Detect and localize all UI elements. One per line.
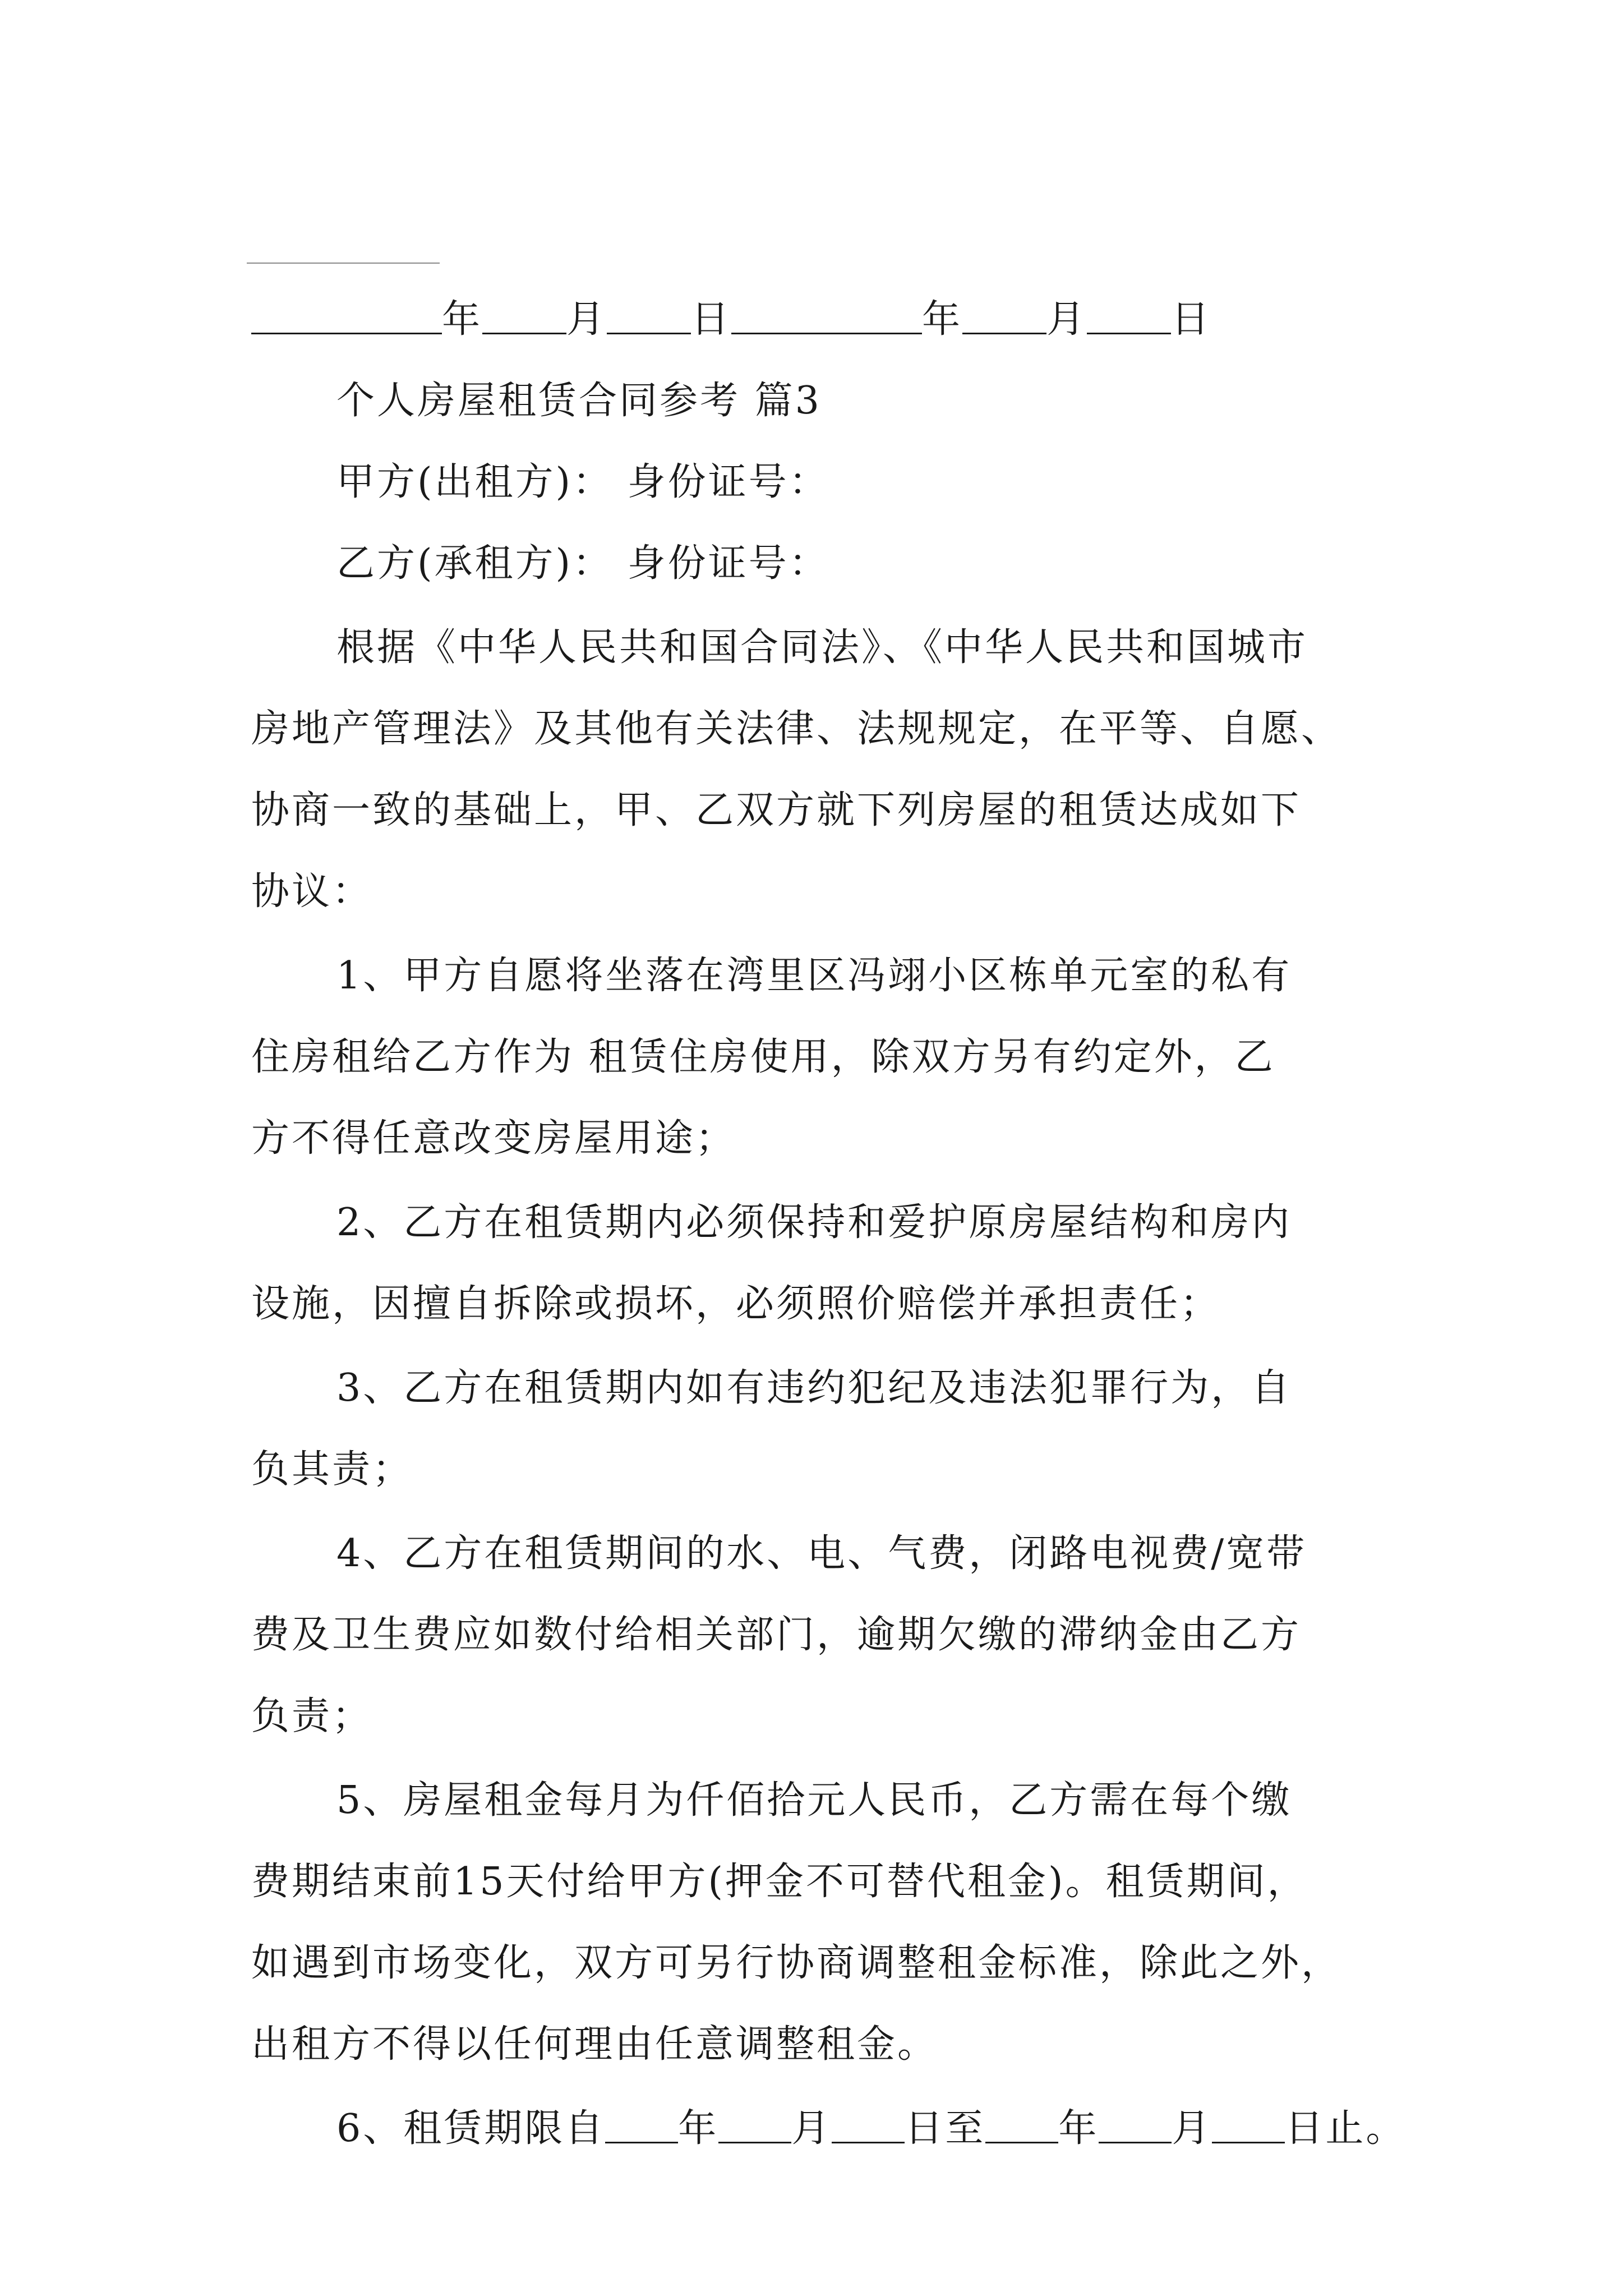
year-label: 年 [1058,2106,1099,2151]
clause-5-line: 5、房屋租金每月为仟佰拾元人民币，乙方需在每个缴 [336,1778,1292,1823]
blank-field[interactable] [962,299,1046,334]
clause-4-line: 4、乙方在租赁期间的水、电、气费，闭路电视费/宽带 [336,1531,1307,1576]
clause-4-line: 费及卫生费应如数付给相关部门，逾期欠缴的滞纳金由乙方 [251,1613,1302,1657]
blank-field[interactable] [1212,2108,1285,2143]
clause-1-line: 住房租给乙方作为 租赁住房使用，除双方另有约定外，乙 [251,1035,1275,1079]
blank-field[interactable] [251,299,442,334]
clause-5-line: 费期结束前15天付给甲方(押金不可替代租金)。租赁期间， [251,1860,1308,1904]
month-label: 月 [791,2106,832,2151]
day-label: 日 [691,297,732,342]
blank-field[interactable] [607,299,691,334]
year-label: 年 [678,2106,719,2151]
clause-1-line: 1、甲方自愿将坐落在湾里区冯翊小区栋单元室的私有 [336,954,1292,998]
clause-2-line: 2、乙方在租赁期内必须保持和爱护原房屋结构和房内 [336,1200,1292,1245]
clause-6-end: 日止。 [1285,2106,1407,2151]
blank-field[interactable] [1099,2108,1172,2143]
blank-field[interactable] [985,2108,1058,2143]
clause-5-line: 出租方不得以任何理由任意调整租金。 [251,2022,938,2067]
month-label: 月 [1046,297,1087,342]
day-label: 日 [1171,297,1212,342]
blank-field[interactable] [731,299,922,334]
clause-5-line: 如遇到市场变化，双方可另行协商调整租金标准，除此之外， [251,1941,1342,1985]
blank-field[interactable] [605,2108,678,2143]
clause-1-line: 方不得任意改变房屋用途； [251,1116,736,1161]
clause-3-line: 负其责； [251,1447,413,1492]
clause-6-line [336,2081,1475,2177]
intro-line: 协议： [251,869,373,914]
day-to-label: 日至 [905,2106,986,2151]
party-a-line: 甲方(出租方)： 身份证号： [336,460,829,504]
blank-field[interactable] [718,2108,791,2143]
clause-3-line: 3、乙方在租赁期内如有违约犯纪及违法犯罪行为，自 [336,1366,1292,1410]
clause-6-prefix: 6、租赁期限自 [336,2106,606,2151]
month-label: 月 [1172,2106,1212,2151]
month-label: 月 [566,297,607,342]
party-b-line: 乙方(承租方)： 身份证号： [336,541,829,586]
blank-field[interactable] [832,2108,905,2143]
blank-field[interactable] [482,299,566,334]
intro-line: 协商一致的基础上，甲、乙双方就下列房屋的租赁达成如下 [251,788,1302,832]
clause-4-line: 负责； [251,1694,373,1738]
intro-line: 根据《中华人民共和国合同法》、《中华人民共和国城市 [336,625,1308,670]
intro-line: 房地产管理法》及其他有关法律、法规规定，在平等、自愿、 [251,707,1342,751]
blank-field[interactable] [1087,299,1171,334]
contract-title: 个人房屋租赁合同参考 篇3 [336,379,822,423]
year-label: 年 [442,297,483,342]
top-divider-line [247,263,440,264]
clause-2-line: 设施，因擅自拆除或损坏，必须照价赔偿并承担责任； [251,1282,1221,1326]
year-label: 年 [922,297,963,342]
